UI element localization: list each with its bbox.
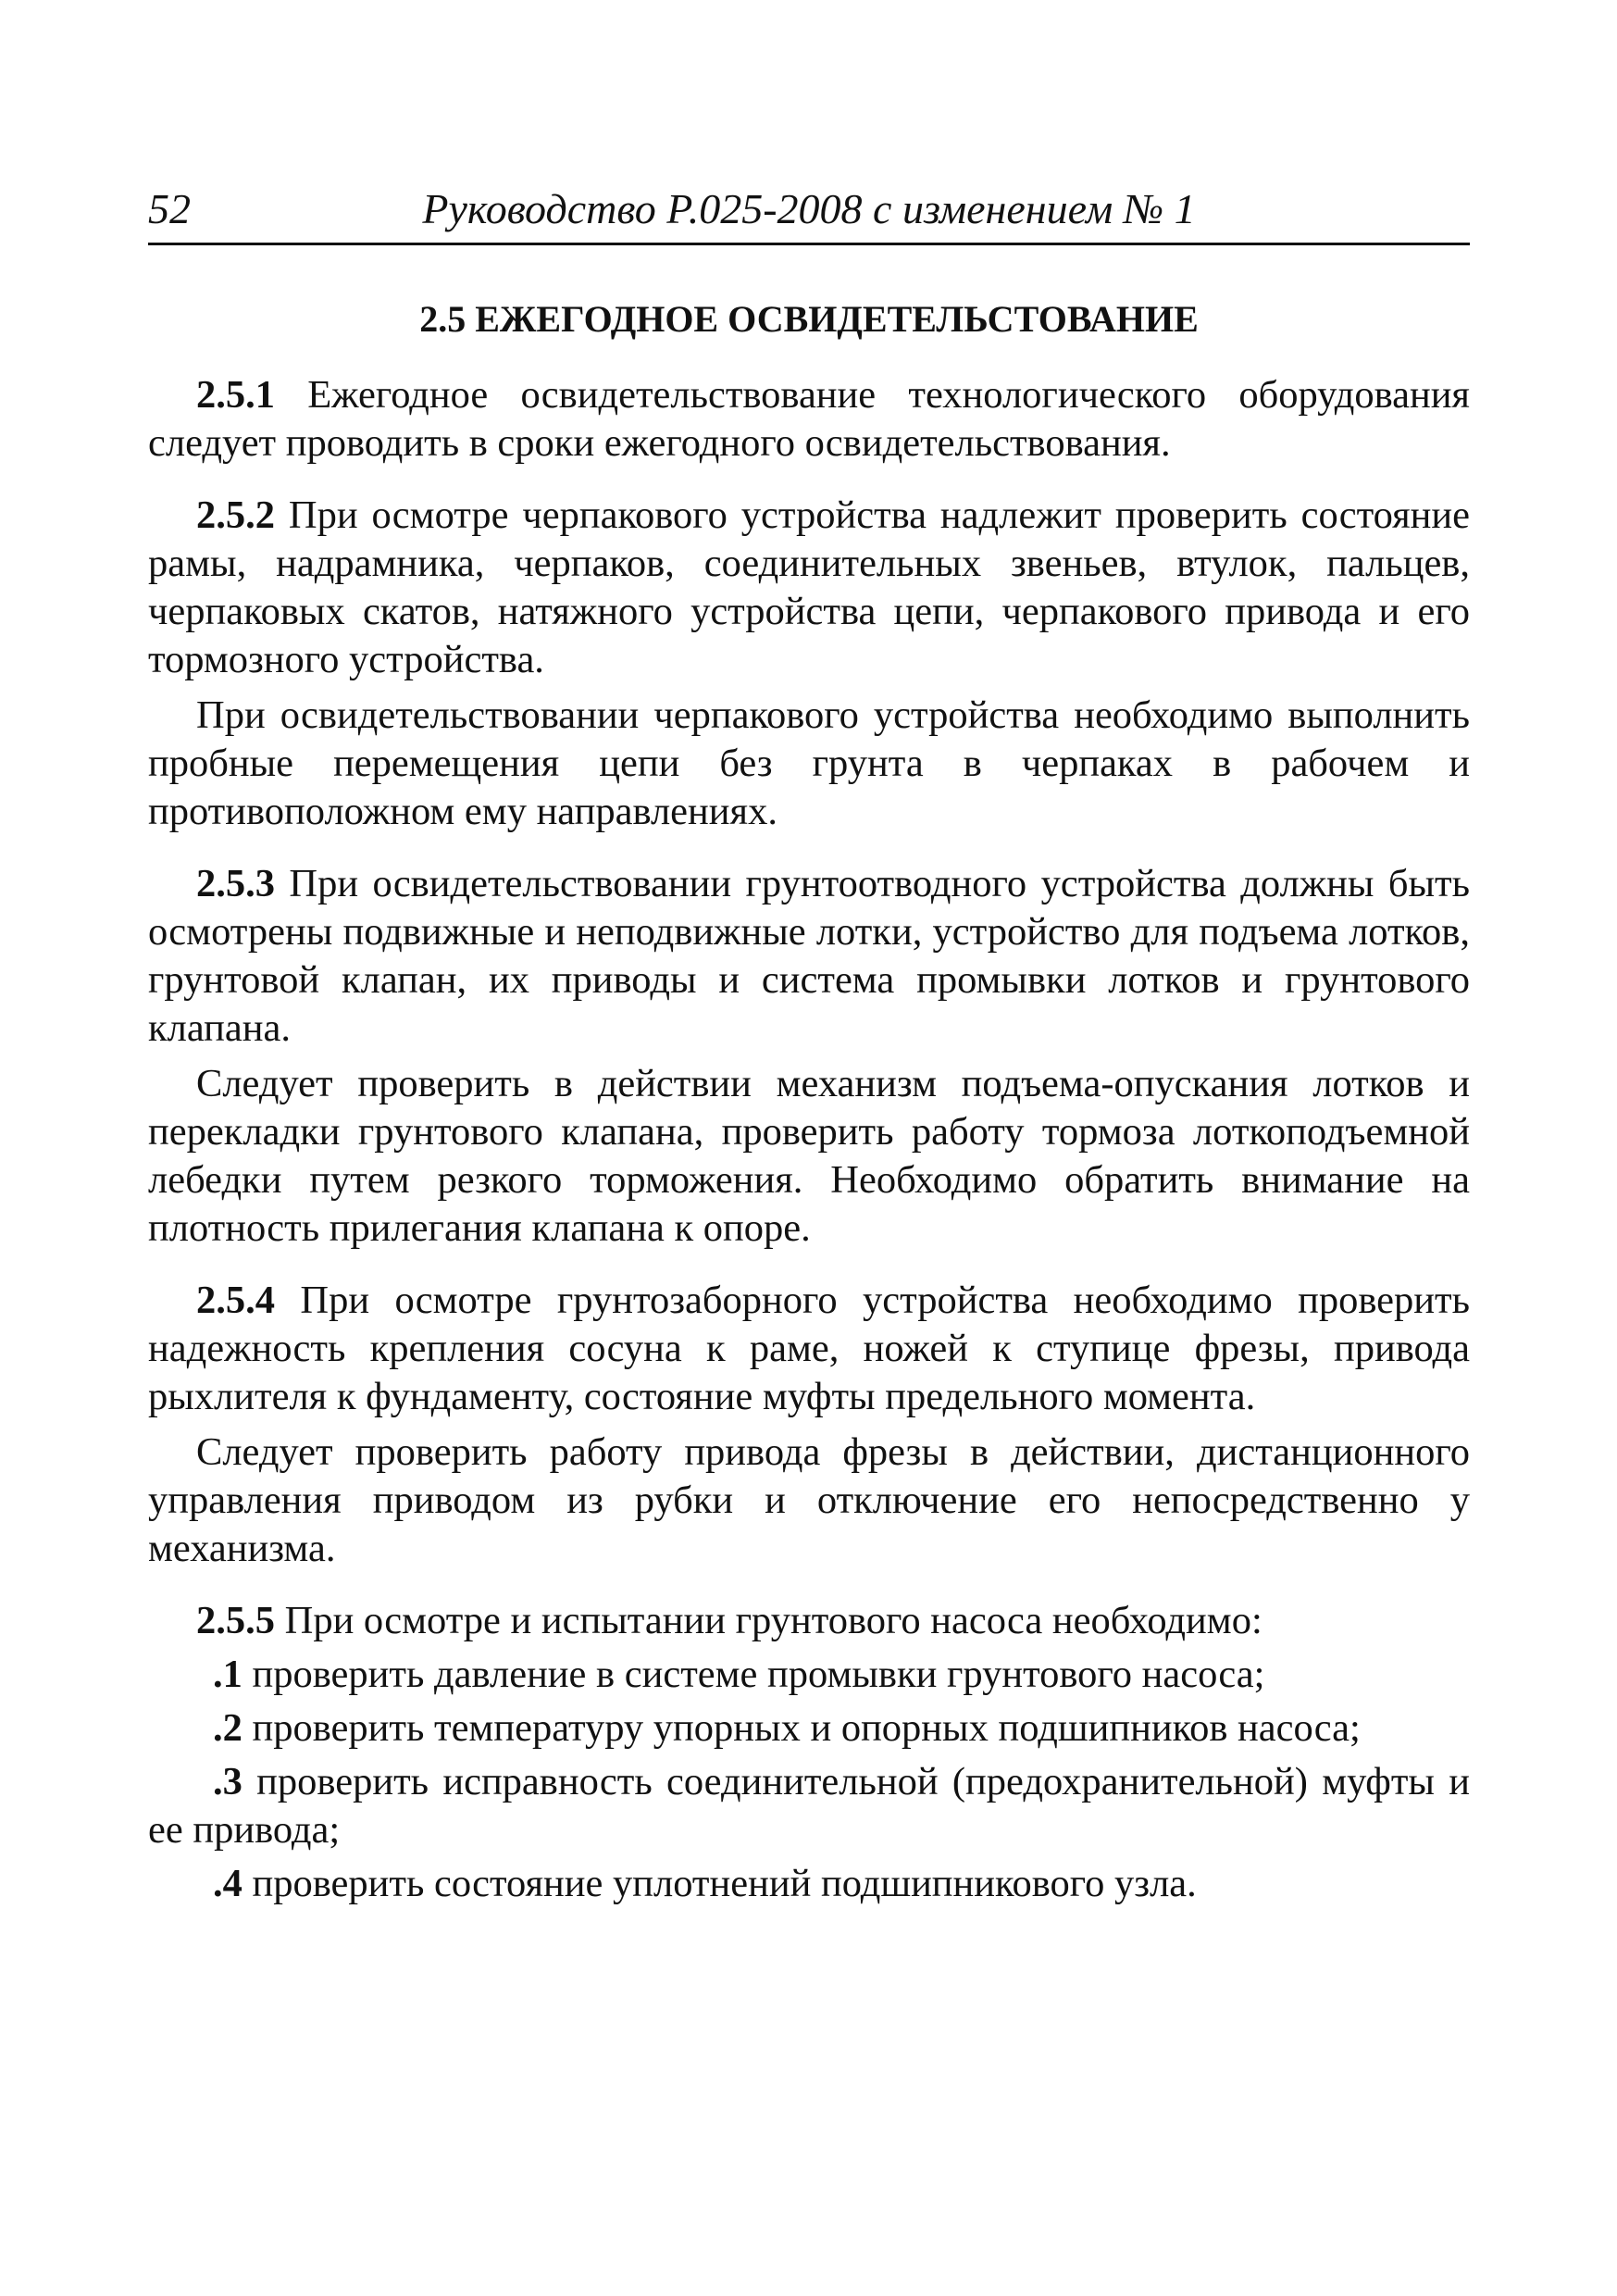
- list-item: [148, 1704, 1470, 1753]
- paragraph-2-5-4: [148, 1277, 1470, 1421]
- item-number: .4: [213, 1862, 243, 1905]
- section-title: 2.5 ЕЖЕГОДНОЕ ОСВИДЕТЕЛЬСТОВАНИЕ: [419, 298, 1199, 340]
- document-page: [148, 185, 1470, 1908]
- paragraph-2-5-4-cont: [148, 1429, 1470, 1573]
- item-text: проверить давление в системе промывки грунтового насоса;: [242, 1653, 1265, 1696]
- item-number: .2: [213, 1706, 243, 1750]
- running-title: Руководство Р.025-2008 с изменением № 1: [422, 185, 1196, 232]
- item-number: .3: [213, 1760, 243, 1803]
- paragraph-text: Следует проверить работу привода фрезы в действии, дистанционного управления приводом из рубки и отключение его непосредственно у механизма.: [148, 1430, 1470, 1570]
- paragraph-text: При освидетельствовании черпакового устройства необходимо выполнить пробные перемещения цепи без грунта в черпаках в рабочем и противоположном ему направлениях.: [148, 693, 1470, 833]
- paragraph-text: При осмотре и испытании грунтового насоса необходимо:: [275, 1599, 1263, 1642]
- clause-number: 2.5.2: [196, 493, 275, 537]
- item-number: .1: [213, 1653, 243, 1696]
- clause-number: 2.5.3: [196, 862, 275, 905]
- clause-number: 2.5.1: [196, 373, 275, 417]
- paragraph-text: При осмотре грунтозаборного устройства необходимо проверить надежность крепления сосуна к раме, ножей к ступице фрезы, привода рыхлителя к фундаменту, состояние муфты предельного момента.: [148, 1279, 1470, 1418]
- list-item: [148, 1651, 1470, 1699]
- item-text: проверить исправность соединительной (предохранительной) муфты и ее привода;: [148, 1760, 1470, 1852]
- paragraph-2-5-2-cont: [148, 692, 1470, 836]
- item-text: проверить состояние уплотнений подшипникового узла.: [242, 1862, 1197, 1905]
- page-number: 52: [148, 185, 191, 232]
- paragraph-text: Следует проверить в действии механизм подъема-опускания лотков и перекладки грунтового клапана, проверить работу тормоза лоткоподъемной лебедки путем резкого торможения. Необходимо обратить внимание на плотность прилегания клапана к опоре.: [148, 1062, 1470, 1250]
- running-header: [148, 185, 1470, 245]
- paragraph-2-5-3: [148, 860, 1470, 1053]
- clause-number: 2.5.5: [196, 1599, 275, 1642]
- paragraph-2-5-3-cont: [148, 1060, 1470, 1253]
- list-item: [148, 1860, 1470, 1908]
- paragraph-text: При освидетельствовании грунтоотводного устройства должны быть осмотрены подвижные и неподвижные лотки, устройство для подъема лотков, грунтовой клапан, их приводы и система промывки лотков и грунтового клапана.: [148, 862, 1470, 1050]
- paragraph-2-5-5: [148, 1597, 1470, 1645]
- paragraph-text: При осмотре черпакового устройства надлежит проверить состояние рамы, надрамника, черпаков, соединительных звеньев, втулок, пальцев, черпаковых скатов, натяжного устройства цепи, черпакового привода и его тормозного устройства.: [148, 493, 1470, 681]
- paragraph-2-5-2: [148, 492, 1470, 684]
- item-text: проверить температуру упорных и опорных подшипников насоса;: [242, 1706, 1361, 1750]
- clause-number: 2.5.4: [196, 1279, 275, 1322]
- list-item: [148, 1758, 1470, 1854]
- paragraph-2-5-1: [148, 371, 1470, 468]
- paragraph-text: Ежегодное освидетельствование технологического оборудования следует проводить в сроки ежегодного освидетельствования.: [148, 373, 1470, 465]
